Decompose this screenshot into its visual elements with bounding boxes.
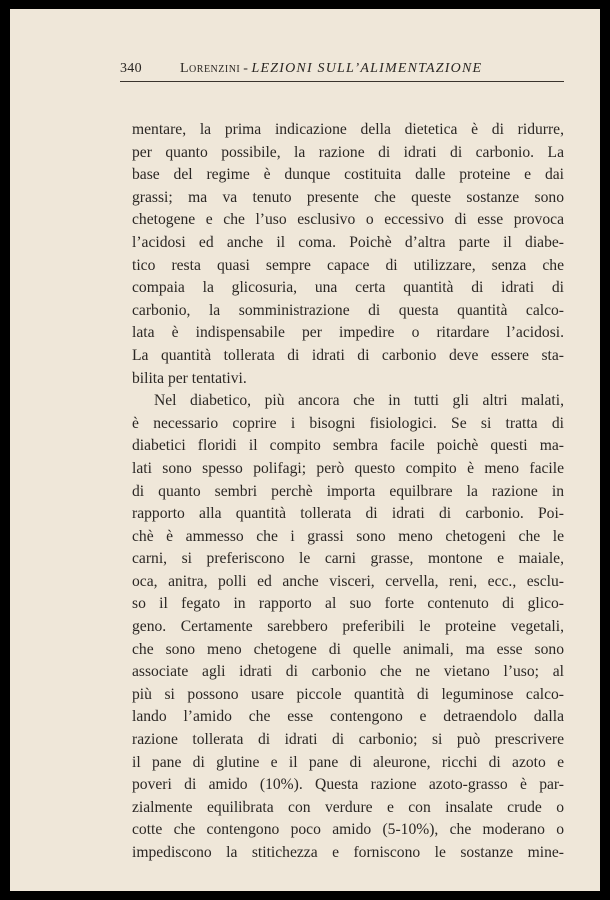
text-line: è necessario coprire i bisogni fisiologici. Se si tratta di (132, 414, 564, 432)
work-title: LEZIONI SULL’ALIMENTAZIONE (251, 61, 483, 76)
text-line: razione tollerata di idrati di carbonio; si può prescrivere (132, 731, 564, 749)
text-line: di quanto sembri perchè importa equilbrare la razione in (132, 482, 564, 500)
text-line: poveri di amido (10%). Questa razione azoto-grasso è par- (132, 776, 564, 794)
text-line: lati sono spesso polifagi; però questo compito è meno facile (132, 459, 564, 477)
text-line: base del regime è dunque costituita dalle proteine e dai (132, 166, 564, 184)
text-line: tico resta quasi sempre capace di utilizzare, senza che (132, 256, 564, 274)
text-line: La quantità tollerata di idrati di carbonio deve essere sta- (132, 346, 564, 364)
text-line: che sono meno chetogene di quelle animali, ma esse sono (132, 640, 564, 658)
book-page (10, 9, 600, 891)
header-rule (120, 81, 564, 82)
text-line: chetogene e che l’uso esclusivo o eccessivo di esse provoca (132, 211, 564, 229)
text-line: so il fegato in rapporto al suo forte contenuto di glico- (132, 595, 564, 613)
paragraph-start-line: Nel diabetico, più ancora che in tutti gli altri malati, (154, 392, 564, 410)
text-line: compaia la glicosuria, una certa quantità di idrati di (132, 279, 564, 297)
author-name: Lorenzini (180, 61, 241, 76)
text-line: chè è ammesso che i grassi sono meno chetogeni che le (132, 527, 564, 545)
paragraph-end-line: bilita per tentativi. (132, 369, 247, 387)
text-line: l’acidosi ed anche il coma. Poichè d’altra parte il diabe- (132, 233, 564, 251)
text-line: per quanto possibile, la razione di idrati di carbonio. La (132, 143, 564, 161)
page-number: 340 (120, 61, 142, 76)
text-line: oca, anitra, polli ed anche visceri, cervella, reni, ecc., esclu- (132, 572, 564, 590)
text-line: associate agli idrati di carbonio che ne vietano l’uso; al (132, 663, 564, 681)
text-line: impediscono la stitichezza e forniscono le sostanze mine- (132, 844, 564, 861)
text-line: lata è indispensabile per impedire o ritardare l’acidosi. (132, 324, 564, 342)
text-line: più si possono usare piccole quantità di leguminose calco- (132, 685, 564, 703)
text-line: rapporto alla quantità tollerata di idrati di carbonio. Poi- (132, 505, 564, 523)
text-line: zialmente equilibrata con verdure e con insalate crude o (132, 798, 564, 816)
text-line: cotte che contengono poco amido (5-10%), che moderano o (132, 821, 564, 839)
text-line: grassi; ma va tenuto presente che queste sostanze sono (132, 188, 564, 206)
text-line: geno. Certamente sarebbero preferibili le proteine vegetali, (132, 618, 564, 636)
text-line: il pane di glutine e il pane di aleurone, ricchi di azoto e (132, 753, 564, 771)
text-line: mentare, la prima indicazione della dietetica è di ridurre, (132, 121, 564, 138)
text-line: carbonio, la somministrazione di questa quantità calco- (132, 301, 564, 319)
header-separator: - (243, 61, 249, 76)
body-text (132, 119, 564, 865)
running-header (120, 53, 564, 83)
text-line: lando l’amido che esse contengono e detraendolo dalla (132, 708, 564, 726)
text-line: carni, si preferiscono le carni grasse, montone e maiale, (132, 550, 564, 568)
running-head-title (180, 61, 482, 77)
text-line: diabetici floridi il compito sembra facile poichè questi ma- (132, 437, 564, 455)
